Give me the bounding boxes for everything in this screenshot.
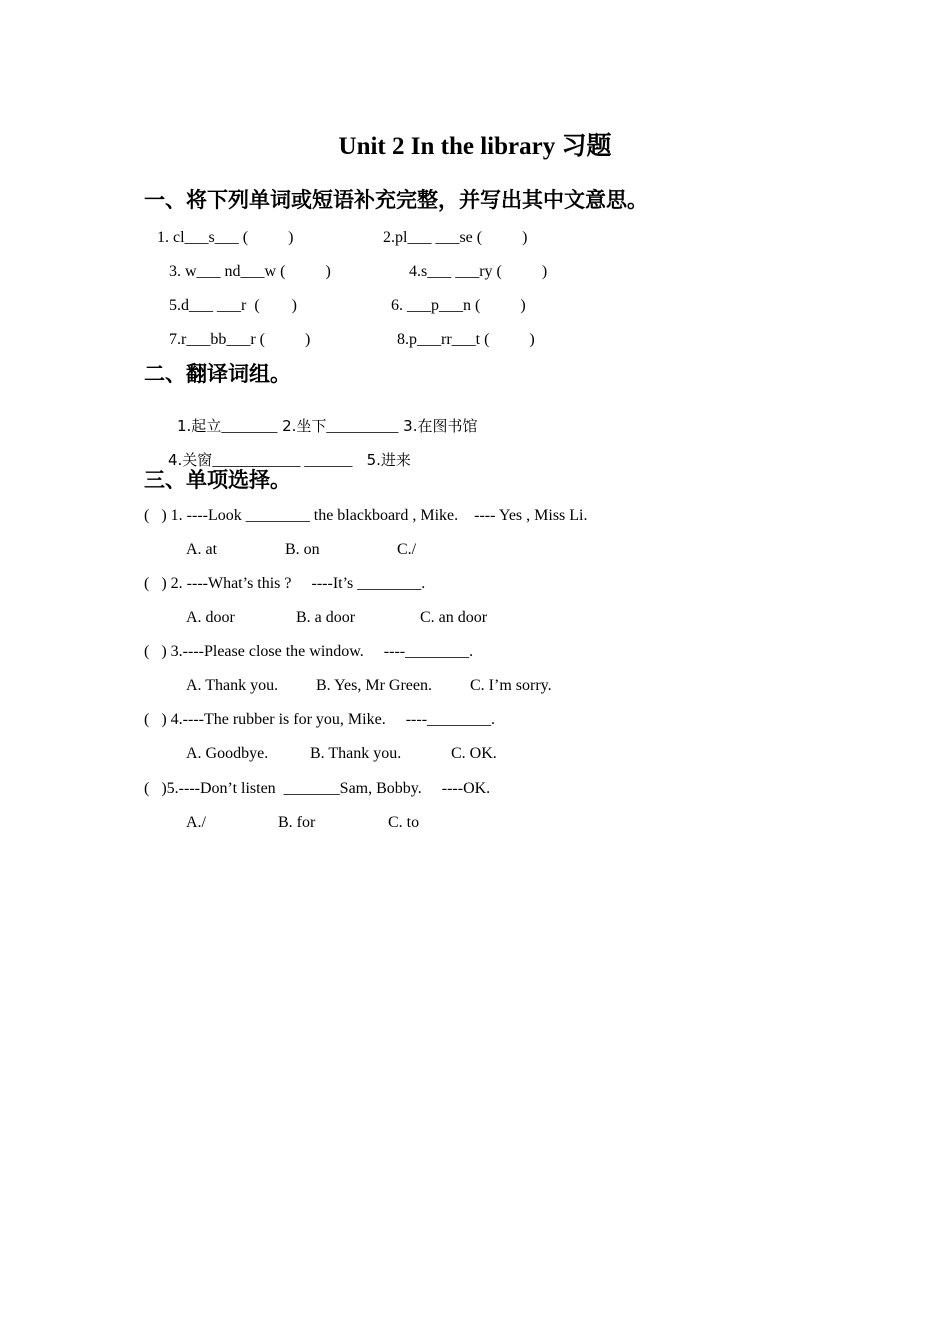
section1-heading: 一、将下列单词或短语补充完整，并写出其中文意思。 [144,188,648,212]
fill-word-item: 7.r___bb___r ( ) [169,331,311,348]
option-c: C./ [397,541,417,558]
option-c: C. to [388,814,420,831]
section3-heading: 三、单项选择。 [144,468,291,492]
fill-word-item: 6. ___p___n ( ) [391,297,526,314]
option-b: B. Yes, Mr Green. [316,677,432,694]
fill-word-item: 2.pl___ ___se ( ) [383,229,528,246]
translation-item: 3.在图书馆 [398,417,478,435]
option-c: C. an door [420,609,488,626]
option-b: B. Thank you. [310,745,402,762]
option-a: A. at [186,541,218,558]
translation-item: 2.坐下 [277,417,327,435]
translation-item: 1.起立 [177,417,222,435]
fill-word-item: 1. cl___s___ ( ) [157,229,294,246]
answer-blank: ___________ ______ [212,452,353,469]
translation-item: 5.进来 [352,451,411,469]
fill-word-item: 5.d___ ___r ( ) [169,297,297,314]
option-b: B. on [285,541,320,558]
translation-item: 4.关窗 [168,451,213,469]
question-stem: ( ) 2. ----What’s this ? ----It’s ________. [144,575,426,592]
fill-word-item: 8.p___rr___t ( ) [397,331,535,348]
option-c: C. OK. [451,745,497,762]
fill-word-item: 4.s___ ___ry ( ) [409,263,548,280]
answer-blank: _________ [326,418,399,435]
answer-blank: _______ [221,418,278,435]
option-c: C. I’m sorry. [470,677,552,694]
option-a: A. Goodbye. [186,745,269,762]
option-a: A. Thank you. [186,677,279,694]
question-stem: ( ) 3.----Please close the window. ----________. [144,643,474,660]
question-stem: ( ) 4.----The rubber is for you, Mike. ----________. [144,711,496,728]
fill-word-item: 3. w___ nd___w ( ) [169,263,331,280]
option-b: B. a door [296,609,356,626]
section2-heading: 二、翻译词组。 [144,362,291,386]
option-a: A. door [186,609,235,626]
option-b: B. for [278,814,316,831]
question-stem: ( )5.----Don’t listen _______Sam, Bobby. ----OK. [144,780,491,797]
question-stem: ( ) 1. ----Look ________ the blackboard , Mike. ---- Yes , Miss Li. [144,507,588,524]
option-a: A./ [186,814,206,831]
page-title: Unit 2 In the library 习题 [338,133,612,160]
